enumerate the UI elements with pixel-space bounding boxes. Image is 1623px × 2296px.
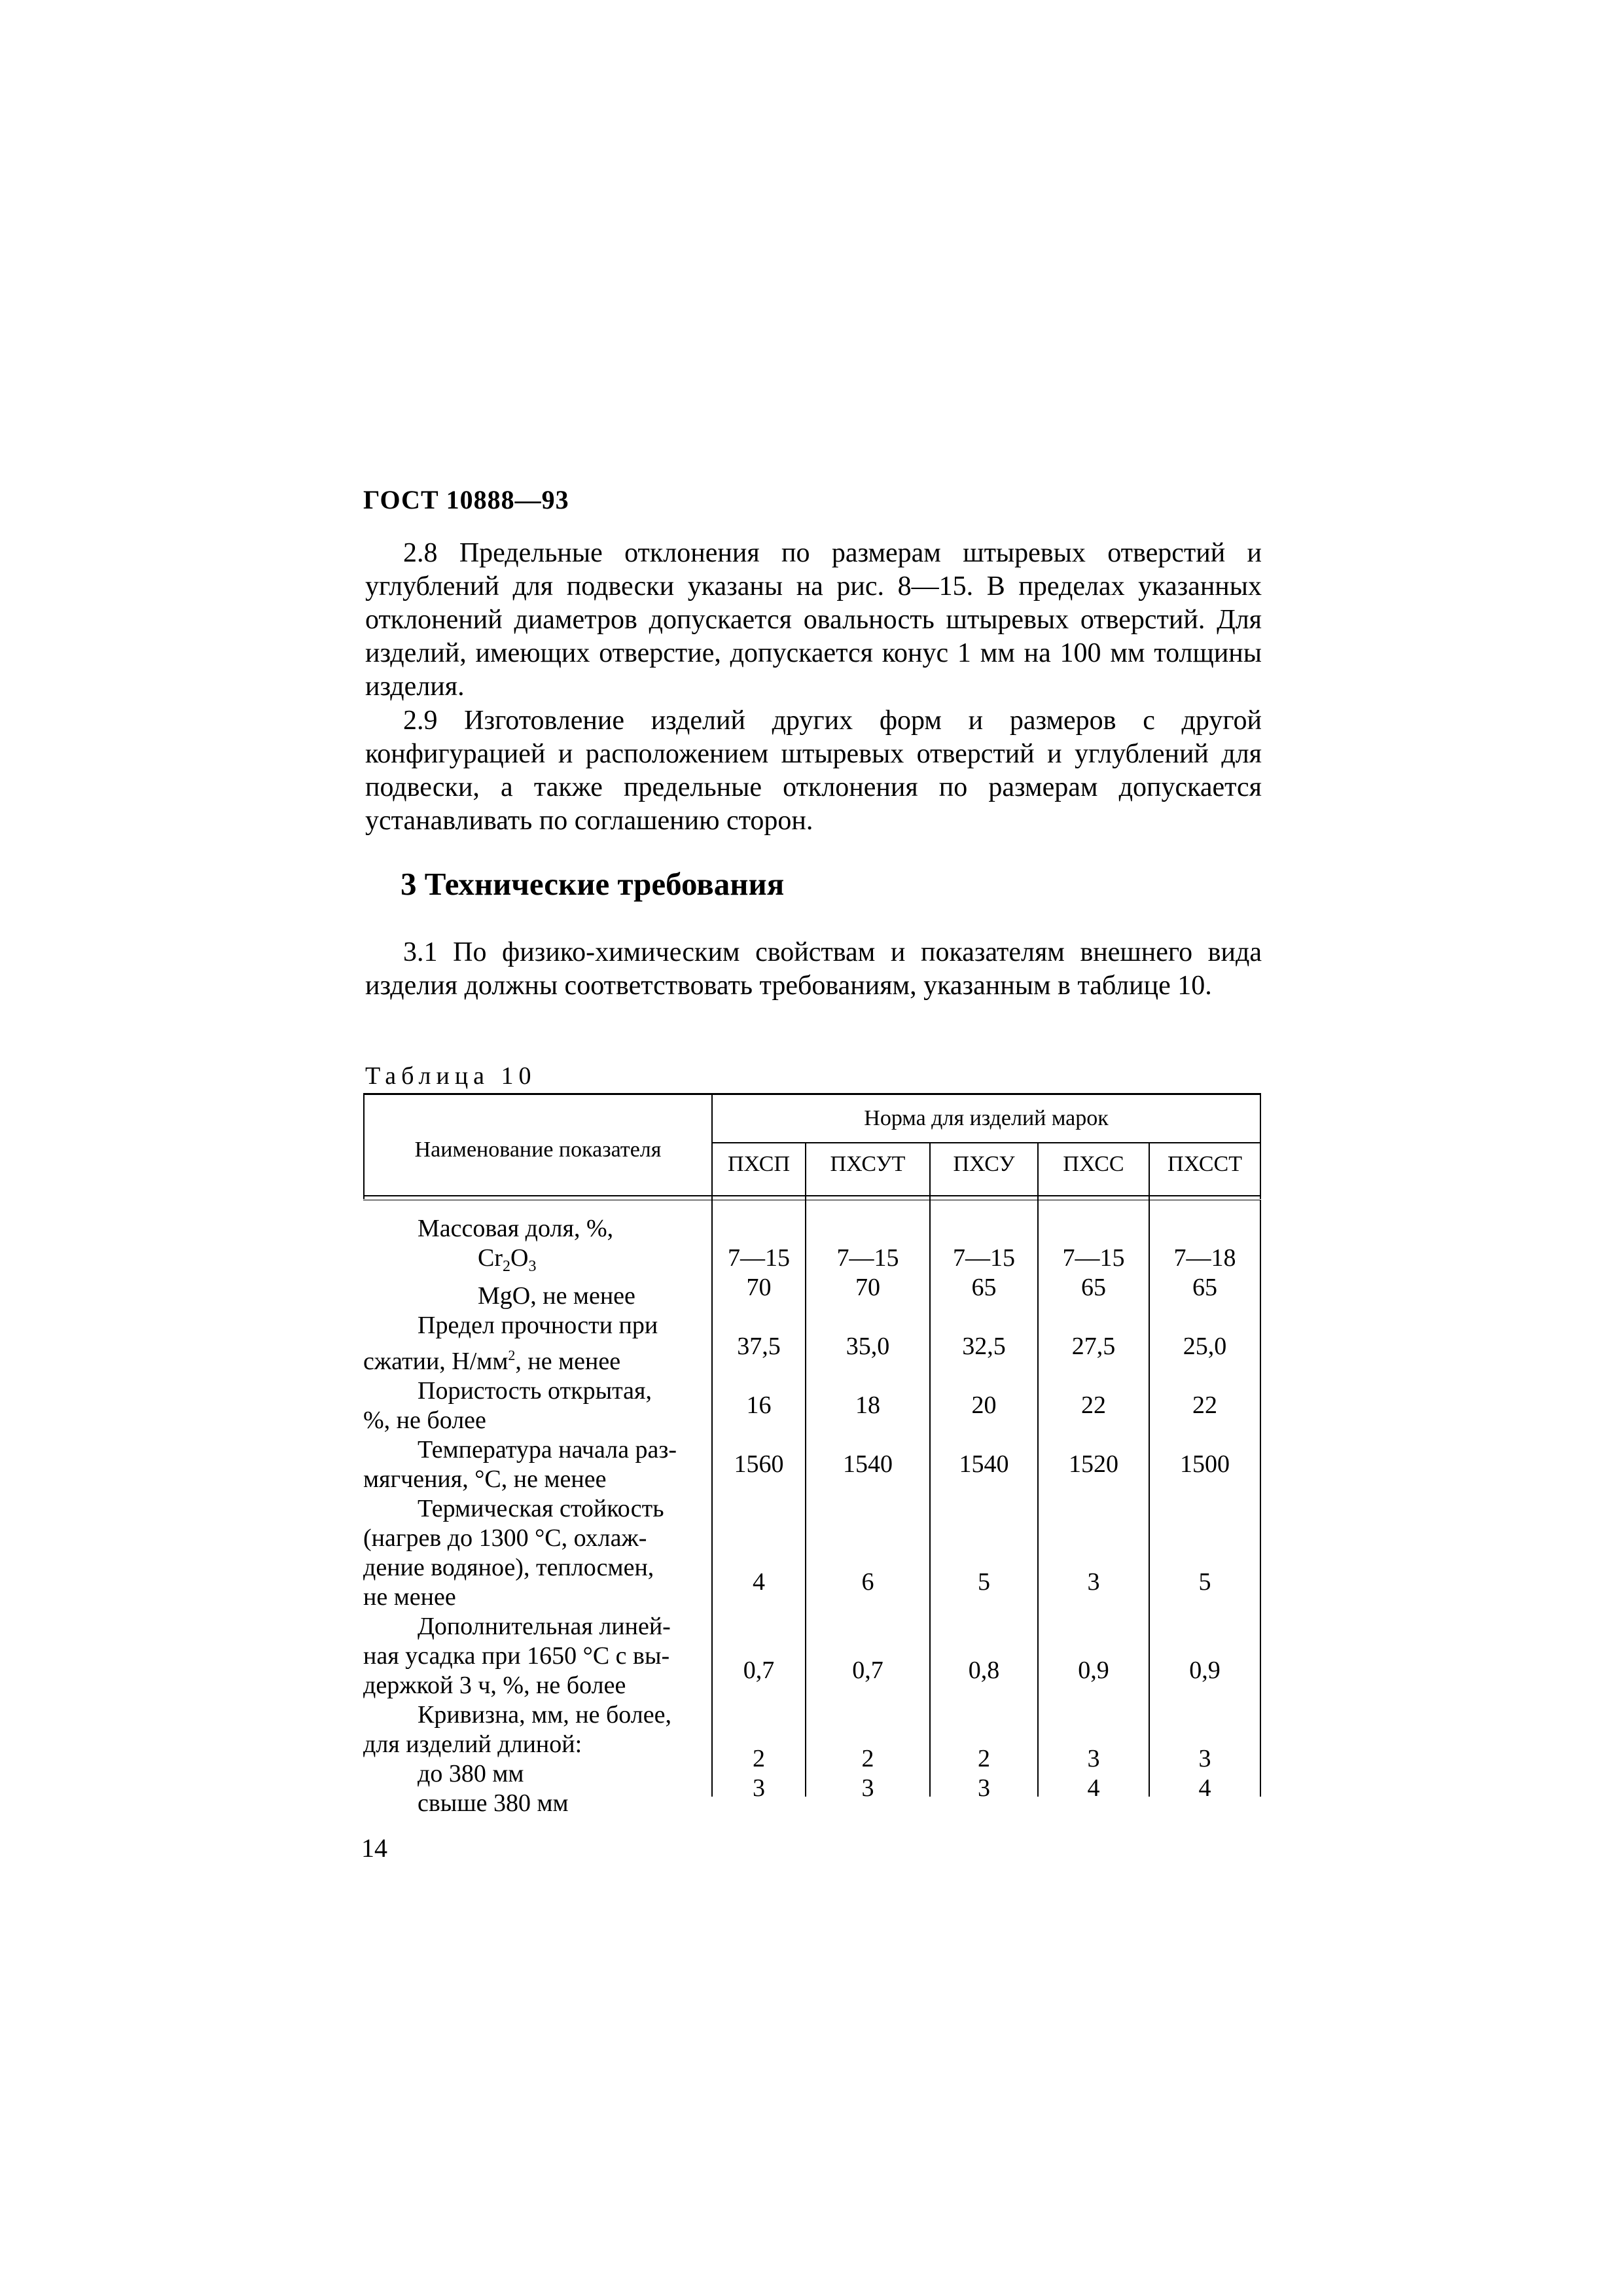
- value-strength-5: 25,0: [1183, 1333, 1227, 1360]
- value-mgo-5: 65: [1192, 1274, 1217, 1301]
- value-temp-4: 1520: [1069, 1450, 1118, 1478]
- value-shrink-2: 0,7: [852, 1657, 883, 1684]
- value-curv-upto-3: 2: [978, 1745, 990, 1772]
- label-thermal-4: не менее: [363, 1583, 456, 1611]
- value-thermal-5: 5: [1198, 1568, 1211, 1596]
- value-mgo-4: 65: [1081, 1274, 1106, 1301]
- standard-header: ГОСТ 10888—93: [363, 485, 569, 514]
- header-name: Наименование показателя: [414, 1138, 662, 1162]
- value-shrink-1: 0,7: [743, 1657, 775, 1684]
- brand-pxss: ПХСС: [1063, 1152, 1124, 1176]
- label-shrink-1: Дополнительная линей-: [418, 1613, 671, 1640]
- value-shrink-3: 0,8: [968, 1657, 1000, 1684]
- value-cr2o3-4: 7—15: [1062, 1244, 1125, 1272]
- section-title: 3 Технические требования: [401, 866, 785, 902]
- value-porosity-2: 18: [855, 1391, 880, 1419]
- value-shrink-4: 0,9: [1078, 1657, 1109, 1684]
- label-strength-2: сжатии, $Н/мм^2$, не менее: [363, 1347, 621, 1375]
- value-strength-1: 37,5: [737, 1333, 781, 1360]
- label-curv-2: для изделий длиной:: [363, 1731, 582, 1758]
- label-porosity-2: %, не более: [363, 1407, 486, 1434]
- label-mgo: MgO, не менее: [478, 1282, 635, 1310]
- brand-pxsp: ПХСП: [727, 1152, 791, 1176]
- label-mass: Массовая доля, %,: [418, 1215, 614, 1242]
- label-curv-3: до 380 мм: [418, 1760, 524, 1787]
- label-thermal-2: (нагрев до 1300 °С, охлаж-: [363, 1524, 647, 1552]
- value-porosity-1: 16: [746, 1391, 772, 1419]
- brand-pxsu: ПХСУ: [953, 1152, 1015, 1176]
- value-cr2o3-3: 7—15: [953, 1244, 1015, 1272]
- value-curv-over-1: 3: [753, 1774, 765, 1802]
- value-porosity-4: 22: [1081, 1391, 1106, 1419]
- label-strength-1: Предел прочности при: [418, 1312, 658, 1339]
- value-strength-3: 32,5: [962, 1333, 1006, 1360]
- value-thermal-4: 3: [1087, 1568, 1100, 1596]
- value-curv-over-5: 4: [1198, 1774, 1211, 1802]
- value-porosity-5: 22: [1192, 1391, 1217, 1419]
- label-shrink-2: ная усадка при 1650 °С с вы-: [363, 1642, 670, 1670]
- value-temp-3: 1540: [959, 1450, 1009, 1478]
- label-curv-4: свыше 380 мм: [418, 1789, 569, 1817]
- header-norm: Норма для изделий марок: [864, 1106, 1109, 1130]
- table-caption: Таблица 10: [365, 1062, 537, 1090]
- value-temp-1: 1560: [734, 1450, 784, 1478]
- label-cr2o3: $Cr_2O_3$: [478, 1244, 537, 1275]
- value-porosity-3: 20: [971, 1391, 997, 1419]
- value-curv-upto-1: 2: [753, 1745, 765, 1772]
- value-temp-5: 1500: [1180, 1450, 1230, 1478]
- label-temp-1: Температура начала раз-: [418, 1436, 677, 1463]
- paragraph-2-8: 2.8 Предельные отклонения по размерам штыревых отверстий и углублений для подвески указаны на рис. 8—15. В пределах указанных отклонений диаметров допускается овальность штыревых отверстий. Для изделий, имеющих отверстие, допускается конус 1 мм на 100 мм толщины изделия.: [365, 538, 1262, 702]
- value-shrink-5: 0,9: [1189, 1657, 1221, 1684]
- value-curv-upto-5: 3: [1198, 1745, 1211, 1772]
- paragraph-3-1: 3.1 По физико-химическим свойствам и показателям внешнего вида изделия должны соответствовать требованиям, указанным в таблице 10.: [365, 937, 1262, 1001]
- value-curv-over-3: 3: [978, 1774, 990, 1802]
- label-shrink-3: держкой 3 ч, %, не более: [363, 1672, 626, 1699]
- value-temp-2: 1540: [843, 1450, 893, 1478]
- label-porosity-1: Пористость открытая,: [418, 1377, 652, 1405]
- label-thermal-3: дение водяное), теплосмен,: [363, 1554, 654, 1581]
- value-mgo-3: 65: [971, 1274, 997, 1301]
- value-mgo-2: 70: [855, 1274, 880, 1301]
- value-curv-over-4: 4: [1087, 1774, 1100, 1802]
- value-cr2o3-1: 7—15: [728, 1244, 790, 1272]
- value-curv-over-2: 3: [861, 1774, 874, 1802]
- value-cr2o3-2: 7—15: [836, 1244, 899, 1272]
- value-thermal-3: 5: [978, 1568, 990, 1596]
- label-curv-1: Кривизна, мм, не более,: [418, 1701, 671, 1729]
- value-mgo-1: 70: [746, 1274, 772, 1301]
- page-number: 14: [361, 1833, 387, 1863]
- label-thermal-1: Термическая стойкость: [418, 1495, 664, 1522]
- value-cr2o3-5: 7—18: [1173, 1244, 1236, 1272]
- value-curv-upto-4: 3: [1087, 1745, 1100, 1772]
- row-labels: [363, 1214, 704, 1818]
- label-temp-2: мягчения, °С, не менее: [363, 1465, 607, 1493]
- value-thermal-1: 4: [753, 1568, 765, 1596]
- brand-pxsut: ПХСУТ: [830, 1152, 906, 1176]
- value-strength-4: 27,5: [1071, 1333, 1116, 1360]
- value-strength-2: 35,0: [846, 1333, 890, 1360]
- paragraph-2-9: 2.9 Изготовление изделий других форм и размеров с другой конфигурацией и расположением штыревых отверстий и углублений для подвески, а также предельные отклонения по размерам допускается устанавливать по соглашению сторон.: [365, 706, 1262, 836]
- value-thermal-2: 6: [861, 1568, 874, 1596]
- brand-pxsst: ПХССТ: [1168, 1152, 1242, 1176]
- value-curv-upto-2: 2: [861, 1745, 874, 1772]
